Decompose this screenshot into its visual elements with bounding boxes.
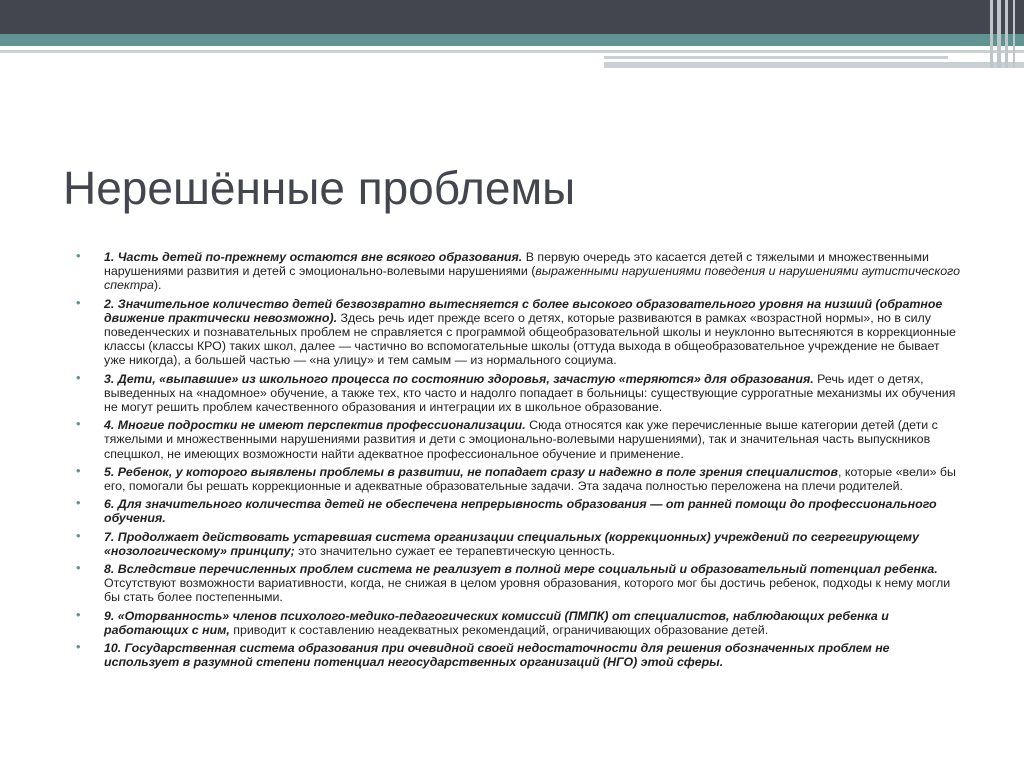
- decorative-line-long: [604, 62, 1024, 68]
- problem-description: В первую очередь это касается детей с тяжелыми и множественными нарушениями развития и детей с эмоционально-волевыми нарушениями (: [104, 250, 929, 279]
- decorative-line-short: [604, 56, 948, 59]
- problem-heading: 5. Ребенок, у которого выявлены проблемы в развитии, не попадает сразу и надежно в поле зрения специалистов: [104, 464, 838, 479]
- problem-description: , которые «вели» бы его, помогали бы решать коррекционные и адекватные образовательные задачи. Эта задача полностью переложена на плечи родителей.: [104, 464, 956, 494]
- problem-description: Речь идет о детях, выведенных на «надомное» обучение, а также тех, кто часто и надолго попадает в больницы: существующие суррогатные механизмы их обучения не могут решить проблем качественного образования и интеграции их в школьное образование.: [104, 371, 956, 415]
- problem-heading: 3. Дети, «выпавшие» из школьного процесса по состоянию здоровья, зачастую «теряются» для образования.: [104, 371, 814, 386]
- problem-heading: 1. Часть детей по-прежнему остаются вне всякого образования.: [104, 250, 523, 264]
- problem-item-2: [76, 294, 962, 368]
- problem-heading: 6. Для значительного количества детей не обеспечена непрерывность образования — от ранней помощи до профессионального обучения.: [104, 497, 937, 526]
- problem-heading: 9. «Оторванность» членов психолого-медико-педагогических комиссий (ПМПК) от специалистов, наблюдающих ребенка и работающих с ним,: [104, 608, 889, 637]
- problem-heading: 2. Значительное количество детей безвозвратно вытесняется с более высокого образовательного уровня на низший (обратное движение практически невозможно).: [104, 296, 943, 325]
- bullet-icon: •: [76, 248, 81, 263]
- top-divider-line: [0, 50, 1024, 53]
- bullet-icon: •: [76, 369, 81, 385]
- bullet-icon: •: [76, 294, 81, 310]
- bullet-icon: •: [76, 495, 81, 511]
- bullet-icon: •: [76, 606, 81, 622]
- problem-list: [76, 250, 962, 673]
- problem-item-4: [76, 418, 962, 461]
- problem-note: выраженными нарушениями поведения и нарушениями аутистического спектра: [104, 264, 960, 293]
- bullet-icon: •: [76, 527, 81, 543]
- problem-item-8: [76, 562, 962, 605]
- problem-item-1: [76, 250, 962, 293]
- problem-heading: 10. Государственная система образования при очевидной своей недостаточности для решения обозначенных проблем не использует в разумной степени потенциал негосударственных организаций (НГО) этой сферы.: [104, 641, 890, 670]
- problem-heading: 8. Вследствие перечисленных проблем система не реализует в полной мере социальный и образовательный потенциал ребенка.: [104, 562, 938, 577]
- bullet-icon: •: [76, 639, 81, 655]
- problem-item-10: [76, 641, 962, 669]
- bullet-icon: •: [76, 560, 81, 576]
- problem-description: Отсутствуют возможности вариативности, когда, не снижая в целом уровня образования, которого мог бы достичь ребенок, подходы к нему могли бы стать более постепенными.: [104, 576, 951, 605]
- slide-title: Нерешённые проблемы: [63, 162, 576, 214]
- problem-heading: 4. Многие подростки не имеют перспектив профессионализации.: [104, 418, 526, 433]
- top-dark-band: [0, 0, 1024, 34]
- problem-description: приводит к составлению неадекватных рекомендаций, ограничивающих образование детей.: [229, 622, 769, 637]
- problem-item-6: [76, 497, 962, 525]
- corner-stripe: [997, 0, 1001, 68]
- corner-stripe: [990, 0, 993, 68]
- corner-decoration: [988, 0, 1024, 68]
- problem-tail: ).: [153, 278, 162, 293]
- bullet-icon: •: [76, 416, 81, 432]
- problem-description: Здесь речь идет прежде всего о детях, которые развиваются в рамках «возрастной нормы», но в силу поведенческих и познавательных проблем не справляется с программой общеобразовательной школы и неуклонно вытесняются в коррекционные классы (классы КРО) таких школ, далее — частично во вспомогательные школы (оттуда выхода в общеобразовательное учреждение не бывает уже никогда), а большей частью — «на улицу» и тем самым — из нормального социума.: [104, 310, 956, 368]
- problem-item-5: [76, 462, 962, 494]
- top-accent-bar: [0, 34, 1024, 46]
- problem-item-3: [76, 369, 962, 415]
- problem-description: это значительно сужает ее терапевтическую ценность.: [294, 543, 615, 558]
- problem-item-9: [76, 606, 962, 637]
- corner-stripe: [1005, 0, 1008, 68]
- problem-item-7: [76, 527, 962, 558]
- problem-description: Сюда относятся как уже перечисленные выше категории детей (дети с тяжелыми и множественными нарушениями развития и дети с эмоционально-волевыми нарушениями), так и значительная часть выпускников спецшкол, не имеющих возможности найти адекватное профессиональное обучение и применение.: [104, 418, 938, 461]
- problem-heading: 7. Продолжает действовать устаревшая система организации специальных (коррекционных) учреждений по сегрегирующему «нозологическому» принципу;: [104, 529, 919, 558]
- corner-stripe: [1013, 0, 1015, 68]
- bullet-icon: •: [76, 462, 81, 478]
